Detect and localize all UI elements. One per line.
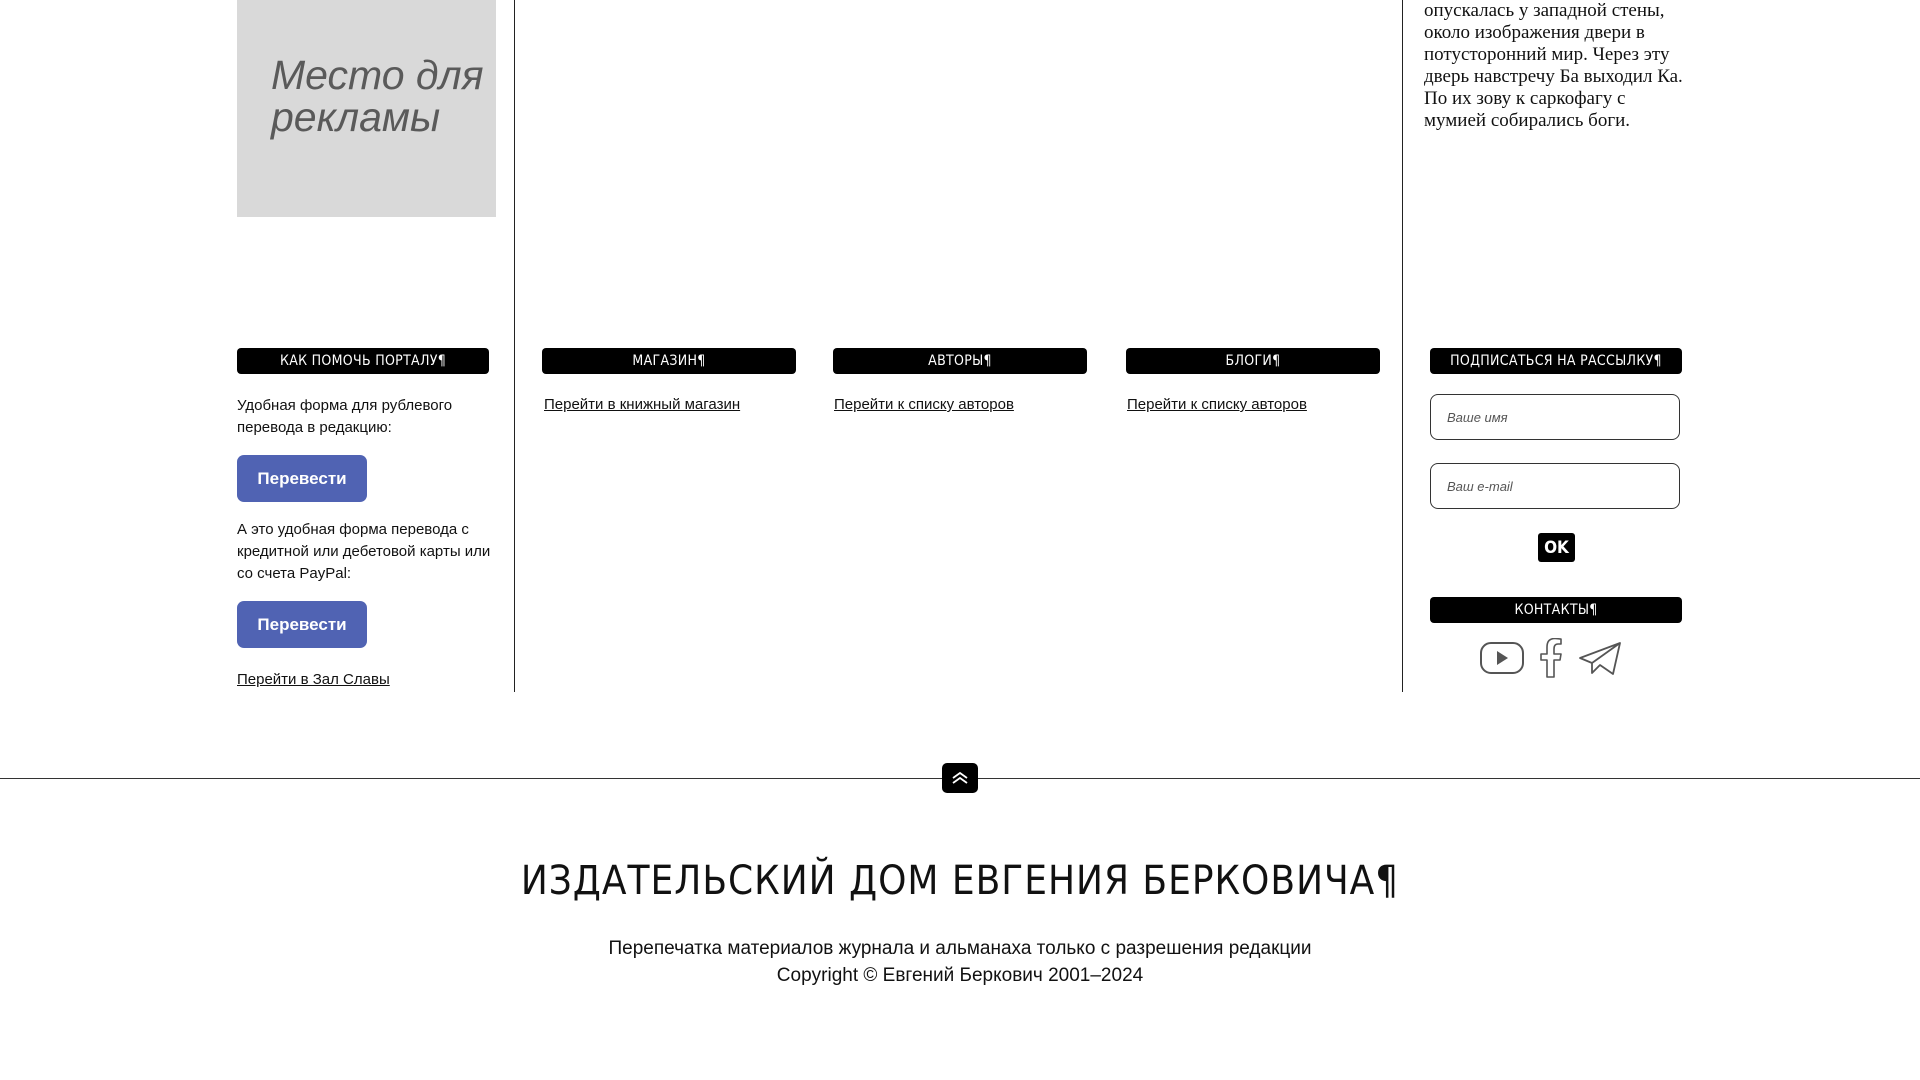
subscribe-ok-button[interactable]: OK [1538, 533, 1575, 562]
transfer-ruble-button[interactable]: Перевести [237, 455, 367, 502]
shop-heading: МАГАЗИН¶ [542, 348, 796, 374]
bookshop-link[interactable]: Перейти в книжный магазин [544, 396, 741, 413]
youtube-icon[interactable] [1479, 640, 1525, 676]
name-input[interactable]: Ваше имя [1430, 394, 1680, 440]
footer-publisher-title: ИЗДАТЕЛЬСКИЙ ДОМ ЕВГЕНИЯ БЕРКОВИЧА¶ [520, 858, 1400, 904]
authors-heading: АВТОРЫ¶ [833, 348, 1087, 374]
blogs-list-link[interactable]: Перейти к списку авторов [1127, 396, 1307, 413]
transfer-card-button[interactable]: Перевести [237, 601, 367, 648]
help-text-ruble: Удобная форма для рублевого перевода в редакцию: [237, 397, 453, 436]
help-text-card: А это удобная форма перевода с кредитной или дебетовой карты или со счета PayPal: [237, 521, 491, 582]
article-excerpt: опускалась у западной стены, около изображения двери в потусторонний мир. Через эту дверь навстречу Ба выходил Ка. По их зову к саркофагу с мумией собирались боги. [1424, 0, 1683, 131]
hall-of-fame-link[interactable]: Перейти в Зал Славы [237, 671, 390, 688]
back-to-top-button[interactable] [942, 763, 978, 793]
email-input[interactable]: Ваш e-mail [1430, 463, 1680, 509]
footer-reprint-notice: Перепечатка материалов журнала и альманаха только с разрешения редакции [608, 938, 1312, 959]
ad-placeholder-text: Место для рекламы [271, 52, 484, 140]
authors-list-link[interactable]: Перейти к списку авторов [834, 396, 1014, 413]
facebook-icon[interactable] [1538, 638, 1564, 678]
contacts-heading: КОНТАКТЫ¶ [1430, 597, 1682, 623]
blogs-heading: БЛОГИ¶ [1126, 348, 1380, 374]
footer-copyright: Copyright © Евгений Беркович 2001–2024 [776, 965, 1144, 986]
help-heading: КАК ПОМОЧЬ ПОРТАЛУ¶ [237, 348, 489, 374]
column-divider-left [514, 0, 515, 692]
subscribe-heading: ПОДПИСАТЬСЯ НА РАССЫЛКУ¶ [1430, 348, 1682, 374]
ad-placeholder [237, 0, 496, 217]
telegram-icon[interactable] [1578, 641, 1622, 677]
column-divider-right [1402, 0, 1403, 692]
chevron-up-icon [951, 771, 969, 785]
